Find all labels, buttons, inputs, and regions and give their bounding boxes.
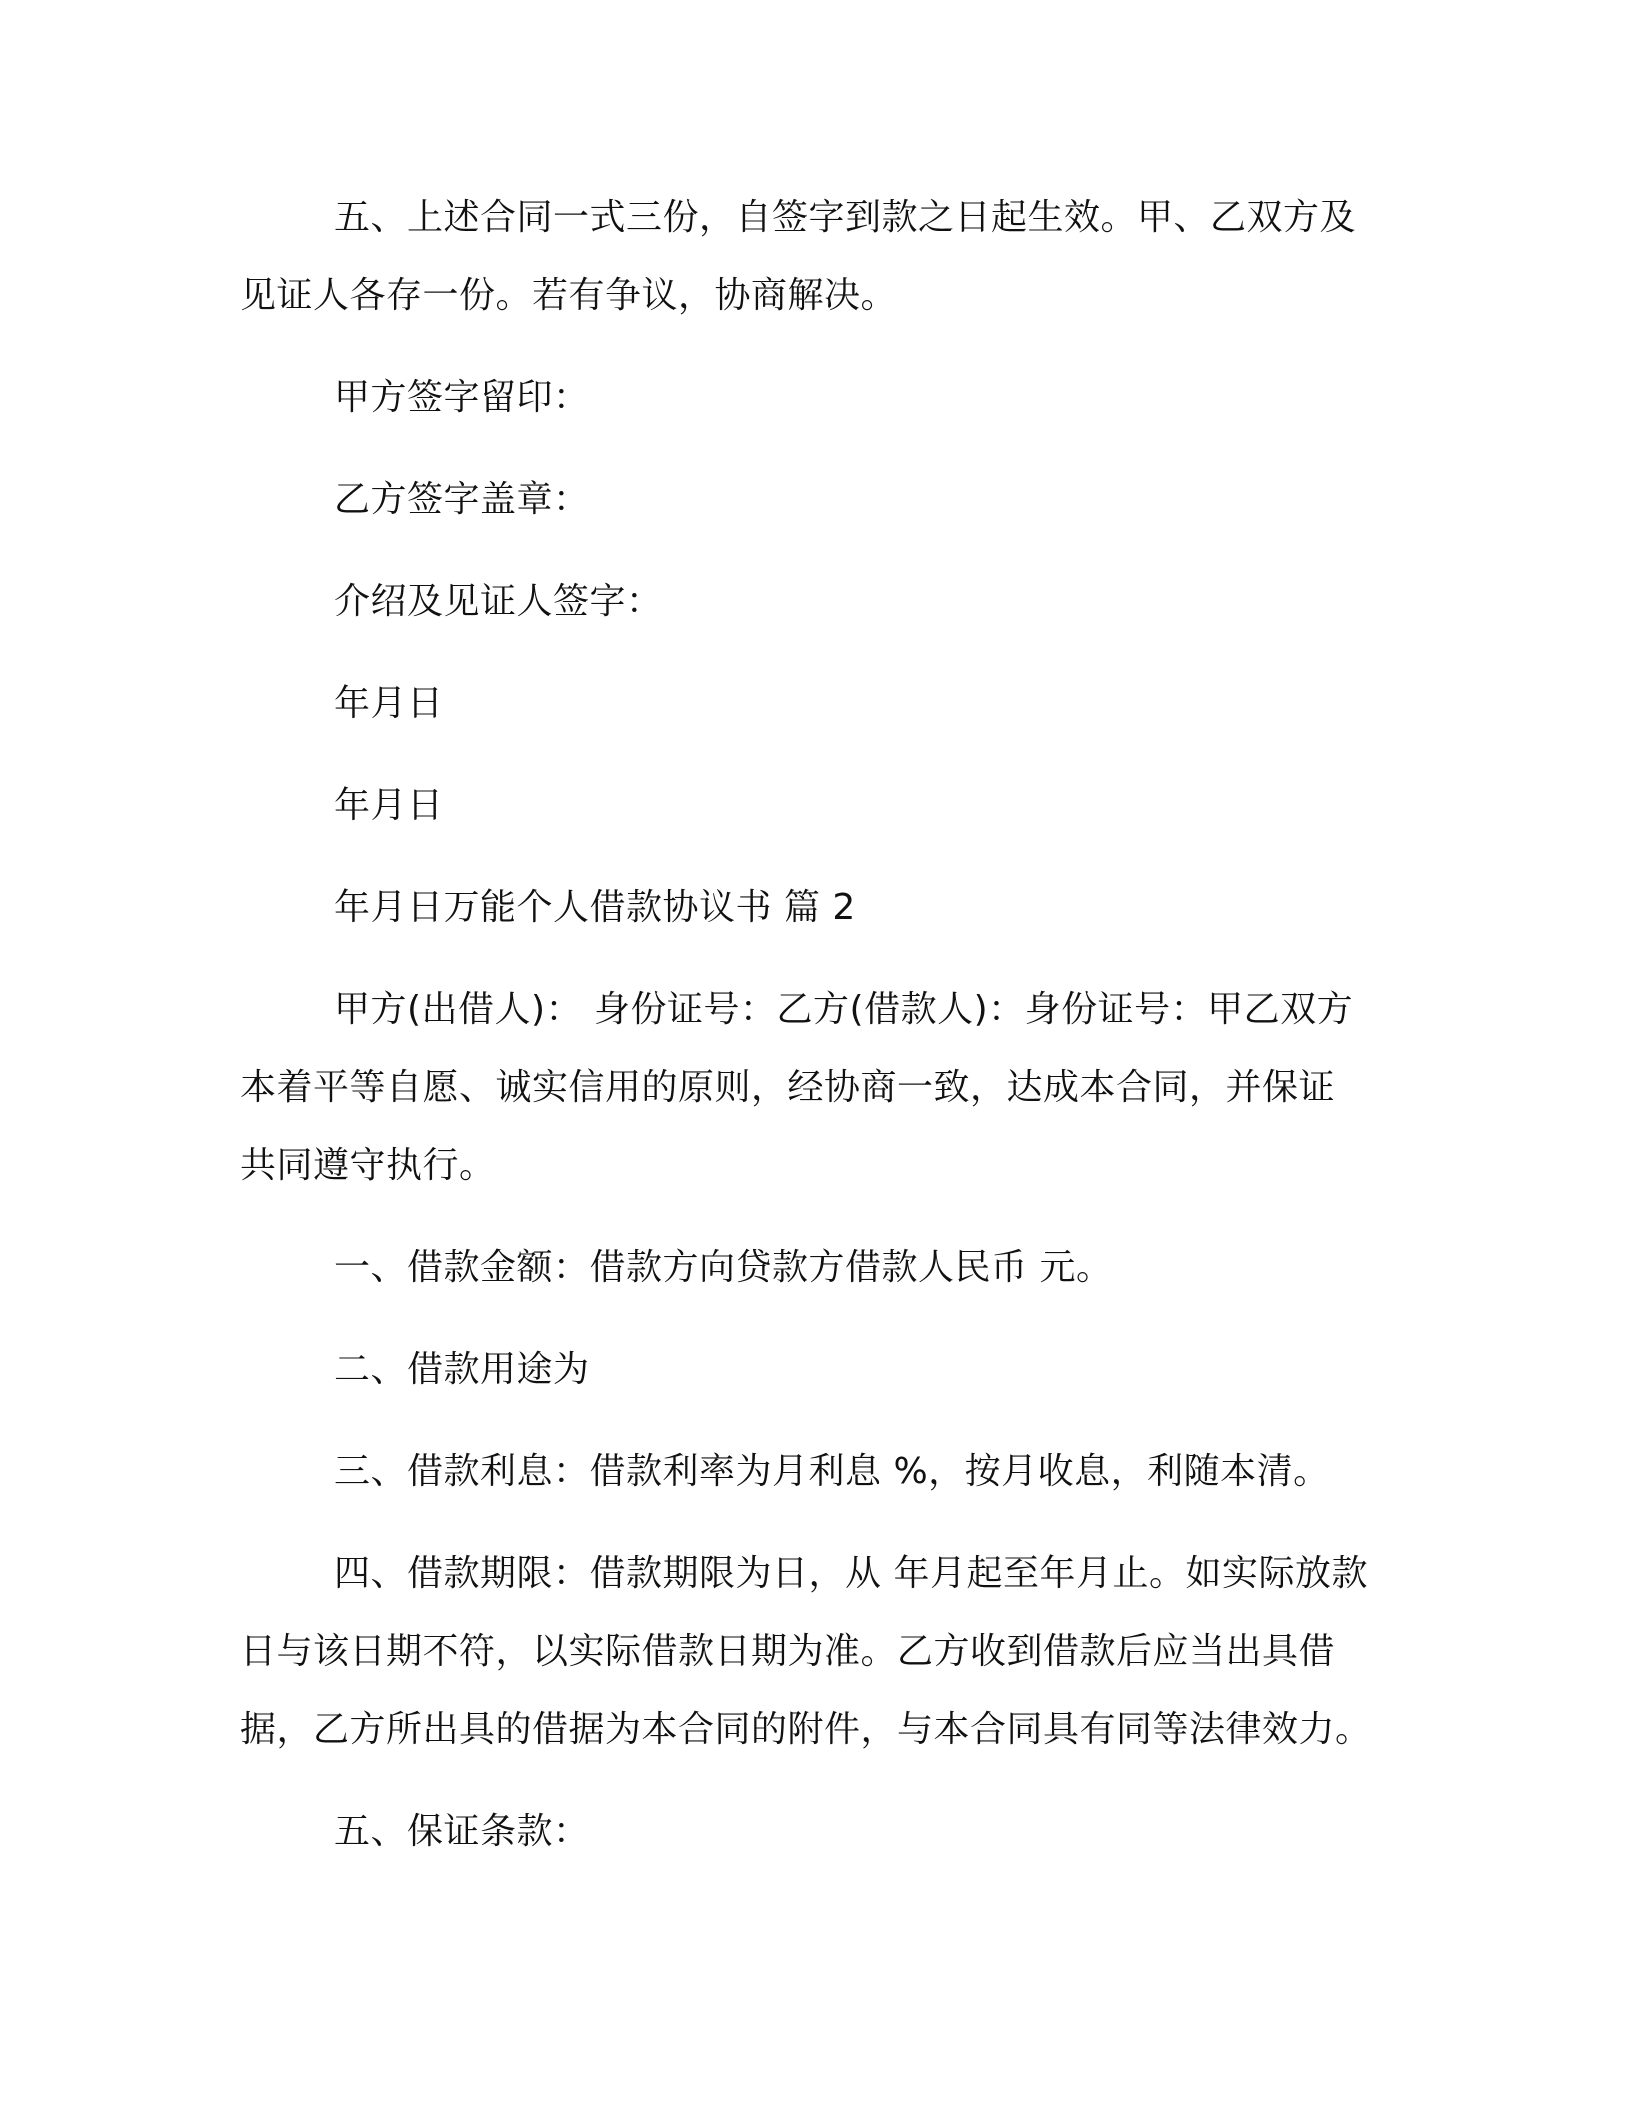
date-line-2: 年月日 <box>334 785 444 826</box>
clause-four-line-3: 据，乙方所出具的借据为本合同的附件，与本合同具有同等法律效力。 <box>240 1709 1372 1750</box>
section-heading: 年月日万能个人借款协议书 篇 2 <box>334 887 856 928</box>
intro-line-2: 本着平等自愿、诚实信用的原则，经协商一致，达成本合同，并保证 <box>240 1067 1336 1108</box>
party-b-signature-label: 乙方签字盖章： <box>334 479 590 520</box>
intro-line-3: 共同遵守执行。 <box>240 1145 496 1186</box>
date-line-1: 年月日 <box>334 683 444 724</box>
clause-three: 三、借款利息：借款利率为月利息 %，按月收息，利随本清。 <box>334 1451 1330 1492</box>
clause-four-line-2: 日与该日期不符，以实际借款日期为准。乙方收到借款后应当出具借 <box>240 1631 1336 1672</box>
paragraph-five-line-2: 见证人各存一份。若有争议，协商解决。 <box>240 275 898 316</box>
clause-one: 一、借款金额：借款方向贷款方借款人民币 元。 <box>334 1247 1113 1288</box>
witness-signature-label: 介绍及见证人签字： <box>334 581 663 622</box>
clause-five: 五、保证条款： <box>334 1811 590 1852</box>
party-a-signature-label: 甲方签字留印： <box>334 377 590 418</box>
paragraph-five-line-1: 五、上述合同一式三份，自签字到款之日起生效。甲、乙双方及 <box>334 197 1357 238</box>
clause-four-line-1: 四、借款期限：借款期限为日，从 年月起至年月止。如实际放款 <box>334 1553 1368 1594</box>
clause-two: 二、借款用途为 <box>334 1349 590 1390</box>
intro-line-1: 甲方(出借人)： 身份证号：乙方(借款人)：身份证号：甲乙双方 <box>334 989 1354 1030</box>
